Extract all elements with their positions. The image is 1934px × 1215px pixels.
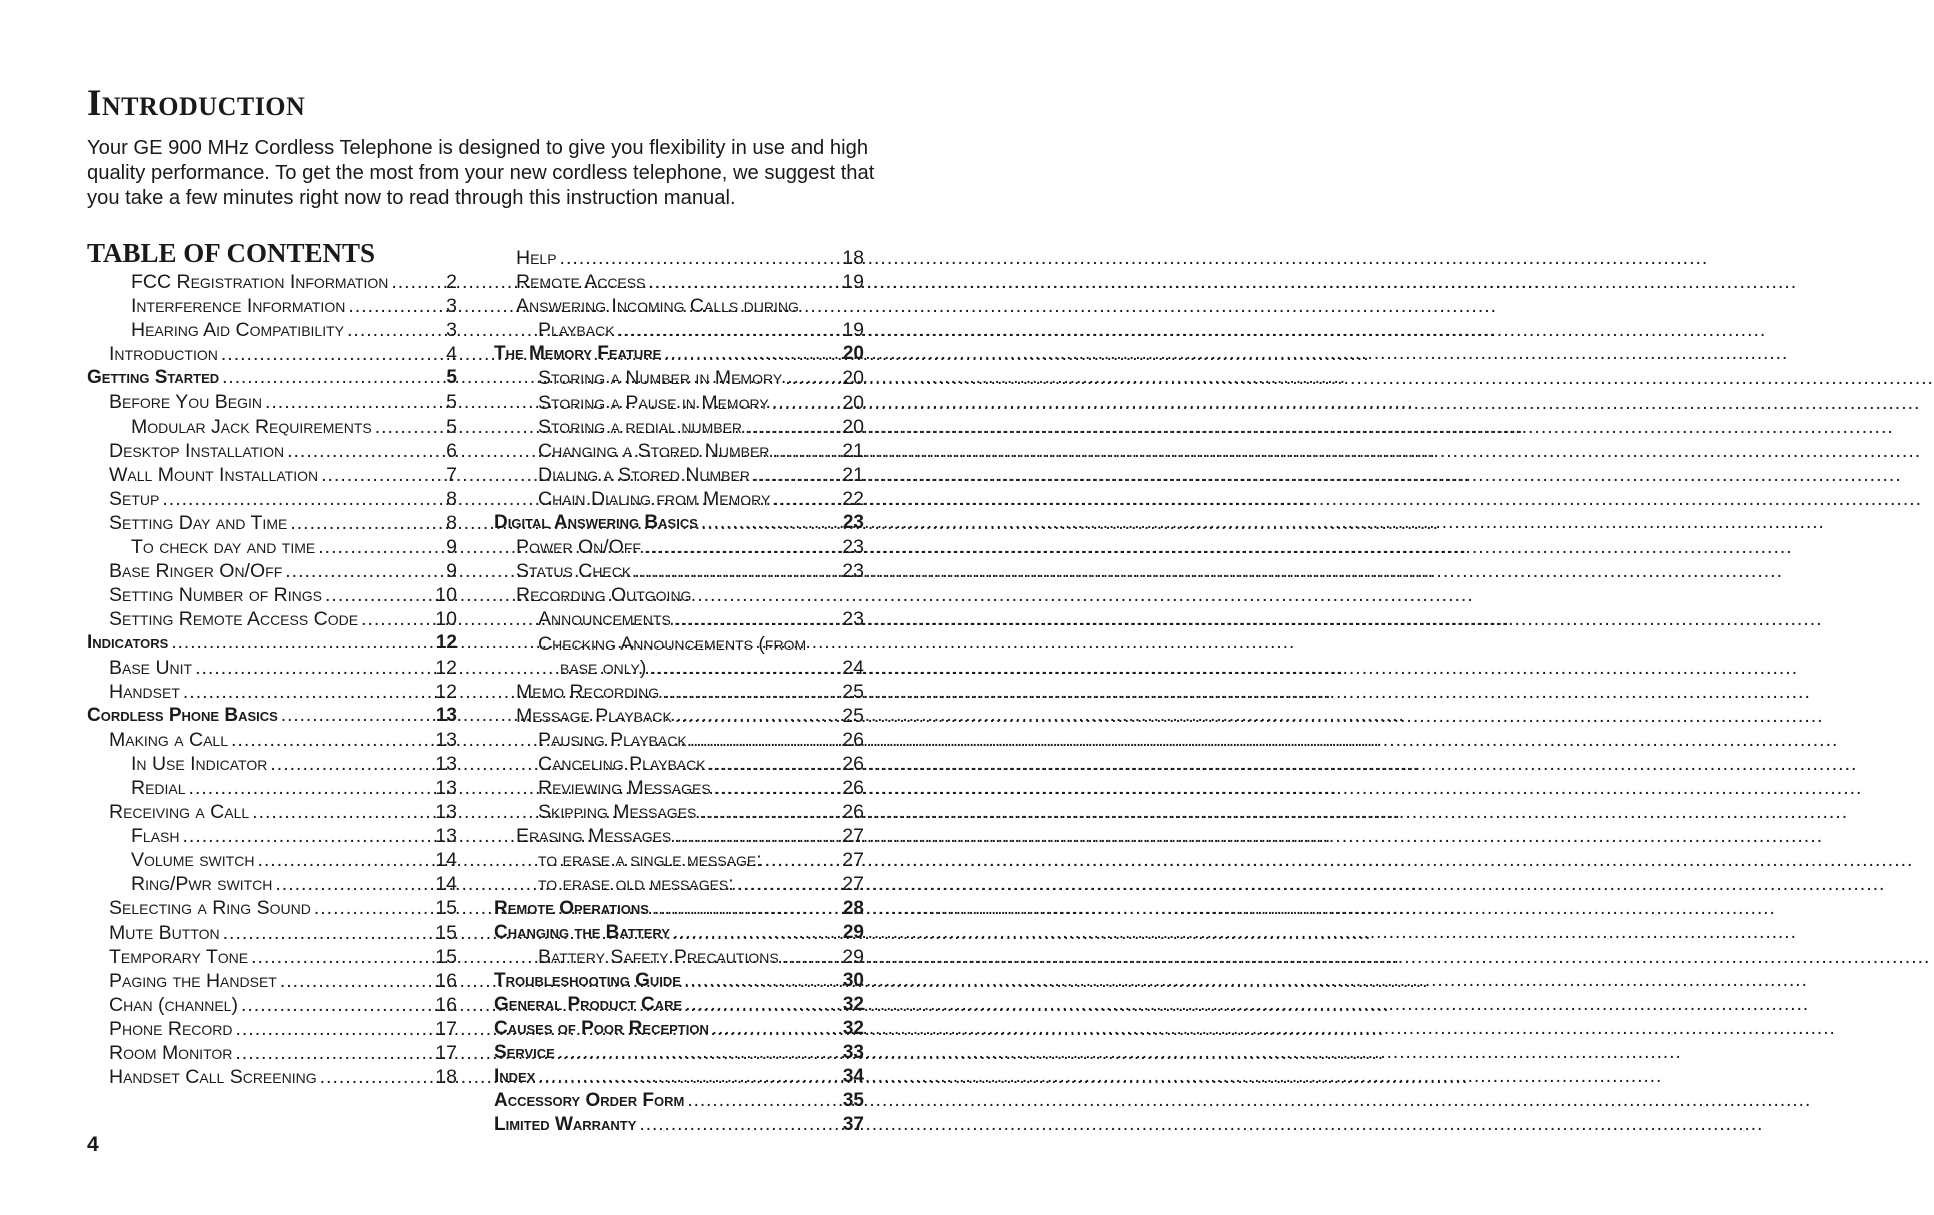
toc-entry-page: 13 [435, 704, 457, 726]
toc-entry-page: 24 [842, 656, 864, 679]
intro-paragraph: Your GE 900 MHz Cordless Telephone is designed to give you flexibility in use and high quality performance. To get the most from your new cordless telephone, we suggest that you take a few minutes right now to read through this instruction manual. [87, 137, 875, 209]
toc-entry [87, 415, 457, 439]
toc-entry-page: 17 [435, 1017, 457, 1040]
toc-entry-page: 5 [446, 415, 457, 438]
toc-leader-dots [639, 1113, 839, 1137]
toc-entry [494, 318, 864, 342]
toc-leader-dots [287, 439, 440, 463]
toc-entry [494, 848, 864, 872]
toc-leader-dots [325, 583, 432, 607]
toc-entry [494, 511, 864, 535]
toc-entry-page: 12 [435, 656, 457, 679]
toc-entry-title: Room Monitor [109, 1042, 233, 1064]
toc-entry [87, 993, 457, 1017]
toc-entry-title: Getting Started [87, 367, 220, 389]
toc-entry [87, 872, 457, 896]
toc-entry-page: 14 [435, 849, 457, 872]
toc-leader-dots [285, 559, 440, 583]
toc-entry-title: Limited Warranty [494, 1114, 637, 1136]
toc-entry-page: 22 [842, 487, 864, 510]
toc-entry-title: Mute Button [109, 921, 220, 944]
toc-entry-title: Before You Begin [109, 391, 262, 414]
toc-entry [494, 270, 864, 294]
toc-entry-title: Message Playback [516, 704, 672, 727]
toc-entry-title: Desktop Installation [109, 439, 285, 462]
toc-entry-page: 20 [842, 415, 864, 438]
toc-entry-page: 23 [842, 560, 864, 583]
toc-entry-title: Indicators [87, 632, 169, 654]
toc-left-column [87, 270, 457, 1089]
toc-entry-page: 20 [842, 367, 864, 390]
toc-entry [494, 897, 864, 921]
toc-entry [87, 631, 457, 655]
toc-entry [87, 366, 457, 390]
toc-entry [87, 439, 457, 463]
toc-entry [494, 294, 864, 318]
toc-leader-dots [162, 487, 440, 511]
toc-entry-title: Canceling Playback [538, 752, 706, 775]
toc-entry-title: Ring/Pwr switch [131, 873, 273, 896]
toc-entry-page: 28 [842, 897, 864, 919]
toc-entry [87, 559, 457, 583]
toc-entry-title: to erase a single message: [538, 849, 762, 872]
toc-leader-dots [391, 270, 440, 294]
toc-entry-title: To check day and time [131, 536, 316, 559]
toc-leader-dots [772, 439, 839, 463]
toc-entry-title: Paging the Handset [109, 969, 277, 992]
toc-entry [87, 535, 457, 559]
toc-entry [87, 752, 457, 776]
toc-entry [87, 1065, 457, 1089]
toc-entry-title: Phone Record [109, 1017, 233, 1040]
toc-entry-page: 34 [842, 1066, 864, 1088]
toc-entry-page: 27 [842, 873, 864, 896]
toc-entry-page: 15 [435, 921, 457, 944]
toc-entry-page: 3 [446, 319, 457, 342]
toc-entry-page: 26 [842, 752, 864, 775]
toc-entry-title: Setting Remote Access Code [109, 608, 359, 631]
toc-entry-title: Wall Mount Installation [109, 463, 319, 486]
toc-leader-dots [765, 848, 840, 872]
toc-entry-title: Storing a redial number [538, 415, 743, 438]
toc-leader-dots [538, 1065, 839, 1089]
toc-entry-title: Remote Access [516, 271, 646, 294]
toc-leader-dots [687, 1089, 840, 1113]
toc-entry-title: Troubleshooting Guide [494, 969, 681, 991]
toc-entry-page: 7 [446, 463, 457, 486]
toc-entry [87, 1017, 457, 1041]
toc-leader-dots [222, 366, 440, 390]
toc-entry-page: 10 [435, 584, 457, 607]
toc-entry [494, 824, 864, 848]
toc-entry [87, 342, 457, 366]
toc-leader-dots [361, 607, 432, 631]
toc-leader-dots [674, 824, 839, 848]
page-title: Introduction [87, 83, 306, 124]
toc-entry-title: Accessory Order Form [494, 1090, 685, 1112]
toc-leader-dots [171, 631, 433, 655]
toc-leader-dots [634, 559, 839, 583]
toc-entry-title: Pausing Playback [538, 728, 687, 751]
toc-leader-dots [235, 1041, 432, 1065]
toc-entry [494, 439, 864, 463]
toc-leader-dots [314, 896, 432, 920]
toc-entry-title: Skipping Messages [538, 801, 697, 824]
toc-entry-title: Flash [131, 825, 180, 848]
toc-entry-page: 19 [842, 319, 864, 342]
toc-entry [87, 945, 457, 969]
toc-leader-dots [701, 511, 840, 535]
toc-entry [494, 632, 864, 656]
toc-entry [494, 945, 864, 969]
toc-entry-page: 13 [435, 752, 457, 775]
toc-entry [494, 1017, 864, 1041]
toc-entry [494, 704, 864, 728]
toc-entry-page: 18 [435, 1066, 457, 1089]
toc-leader-dots [785, 366, 839, 390]
toc-entry [87, 511, 457, 535]
toc-entry-page: 5 [446, 391, 457, 414]
toc-leader-dots [280, 969, 432, 993]
toc-leader-dots [560, 246, 840, 270]
toc-leader-dots [684, 969, 840, 993]
toc-entry [87, 318, 457, 342]
toc-entry-title: Base Ringer On/Off [109, 560, 283, 583]
toc-entry-title: Chan (channel) [109, 993, 238, 1016]
toc-entry [494, 921, 864, 945]
toc-entry-page: 21 [842, 463, 864, 486]
toc-leader-dots [709, 752, 840, 776]
toc-entry [494, 872, 864, 896]
toc-entry-page: 13 [435, 728, 457, 751]
toc-entry-title: Answering Incoming Calls during [516, 295, 799, 318]
toc-entry [494, 800, 864, 824]
toc-entry [494, 415, 864, 439]
toc-entry [87, 728, 457, 752]
toc-entry-page: 10 [435, 608, 457, 631]
toc-entry-page: 16 [435, 969, 457, 992]
toc-entry [494, 1089, 864, 1113]
toc-entry-title: Service [494, 1042, 555, 1064]
toc-leader-dots [231, 728, 432, 752]
toc-entry-title: Receiving a Call [109, 801, 250, 824]
toc-entry-page: 26 [842, 728, 864, 751]
toc-entry-page: 3 [446, 295, 457, 318]
toc-entry-page: 15 [435, 897, 457, 920]
toc-leader-dots [183, 680, 432, 704]
toc-entry-page: 32 [842, 1018, 864, 1039]
toc-entry-page: 16 [435, 993, 457, 1016]
toc-leader-dots [675, 704, 840, 728]
toc-entry [494, 728, 864, 752]
toc-entry [494, 1113, 864, 1137]
toc-entry-page: 25 [842, 704, 864, 727]
toc-entry-title: Checking Announcements (from [538, 632, 807, 655]
toc-entry [87, 921, 457, 945]
toc-entry [494, 366, 864, 390]
toc-entry [494, 969, 864, 993]
toc-entry-title: FCC Registration Information [131, 271, 389, 293]
toc-entry-page: 12 [435, 680, 457, 703]
toc-entry-title: Interference Information [131, 295, 346, 318]
toc-entry [494, 246, 864, 270]
toc-entry-page: 30 [842, 969, 864, 991]
toc-entry-title: Changing the Battery [494, 921, 670, 943]
toc-leader-dots [252, 800, 432, 824]
toc-entry [87, 583, 457, 607]
toc-entry [87, 800, 457, 824]
toc-entry-title: Setup [109, 487, 160, 510]
toc-leader-dots [290, 511, 440, 535]
toc-leader-dots [648, 270, 839, 294]
toc-leader-dots [189, 776, 433, 800]
toc-entry-title: Temporary Tone [109, 945, 249, 968]
toc-entry [87, 704, 457, 728]
toc-entry-title: Setting Number of Rings [109, 584, 322, 607]
toc-leader-dots [270, 752, 432, 776]
toc-entry-title: Erasing Messages [516, 825, 672, 848]
toc-entry-page: 33 [842, 1042, 864, 1064]
toc-leader-dots [662, 680, 839, 704]
toc-entry-title: Storing a Number in Memory [538, 367, 783, 390]
toc-entry-page: 5 [446, 367, 457, 389]
toc-entry [494, 1041, 864, 1065]
toc-entry-page: 23 [842, 512, 864, 534]
toc-leader-dots [673, 921, 840, 945]
toc-leader-dots [195, 656, 432, 680]
toc-entry-page: 17 [435, 1042, 457, 1064]
toc-entry-title: Handset Call Screening [109, 1066, 317, 1089]
toc-entry-page: 37 [842, 1114, 864, 1136]
toc-leader-dots [690, 728, 840, 752]
toc-heading: TABLE OF CONTENTS [87, 238, 376, 268]
toc-entry [494, 607, 864, 631]
toc-leader-dots [182, 824, 432, 848]
toc-entry-page: 23 [842, 536, 864, 559]
toc-entry-title: Index [494, 1066, 536, 1088]
toc-entry [494, 776, 864, 800]
toc-entry-title: base only) [560, 656, 647, 679]
page-number: 4 [87, 1133, 99, 1156]
toc-leader-dots [347, 318, 440, 342]
toc-entry-page: 19 [842, 271, 864, 294]
toc-entry-title: to erase old messages: [538, 873, 734, 896]
toc-entry [87, 969, 457, 993]
toc-entry [494, 463, 864, 487]
toc-leader-dots [223, 921, 433, 945]
toc-leader-dots [618, 318, 840, 342]
toc-entry [494, 535, 864, 559]
toc-leader-dots [712, 1017, 840, 1041]
toc-leader-dots [281, 704, 433, 728]
toc-entry [494, 583, 864, 607]
toc-entry-page: 13 [435, 776, 457, 799]
toc-entry [494, 680, 864, 704]
toc-entry-title: Base Unit [109, 656, 193, 679]
toc-entry [87, 390, 457, 414]
toc-leader-dots [772, 391, 840, 415]
toc-entry [87, 656, 457, 680]
toc-entry-page: 20 [842, 391, 864, 414]
toc-entry-page: 35 [842, 1090, 864, 1112]
toc-entry-page: 32 [842, 993, 864, 1015]
toc-leader-dots [664, 342, 840, 366]
toc-entry-title: Playback [538, 319, 615, 342]
toc-entry-page: 13 [435, 825, 457, 848]
toc-entry-title: Making a Call [109, 728, 228, 751]
toc-leader-dots [652, 897, 840, 921]
toc-entry [87, 607, 457, 631]
toc-entry [87, 294, 457, 318]
toc-entry-page: 27 [842, 825, 864, 848]
toc-leader-dots [753, 463, 839, 487]
toc-entry [87, 463, 457, 487]
toc-entry-page: 26 [842, 801, 864, 824]
toc-leader-dots [251, 945, 432, 969]
toc-entry [87, 824, 457, 848]
toc-entry-title: Memo Recording [516, 680, 660, 703]
toc-entry-title: Changing a Stored Number [538, 439, 770, 462]
toc-entry-title: Power On/Off [516, 536, 641, 559]
toc-entry [494, 656, 864, 680]
toc-entry [87, 776, 457, 800]
toc-leader-dots [320, 1065, 433, 1089]
toc-leader-dots [773, 487, 839, 511]
toc-entry-title: Introduction [109, 343, 218, 366]
toc-entry-page: 29 [842, 945, 864, 968]
toc-entry-title: Redial [131, 776, 186, 799]
toc-entry-title: Storing a Pause in Memory [538, 391, 769, 414]
toc-leader-dots [221, 342, 440, 366]
toc-entry-page: 26 [842, 777, 864, 800]
toc-entry [87, 848, 457, 872]
toc-entry-title: Volume switch [131, 849, 255, 872]
toc-entry-page: 29 [842, 921, 864, 943]
toc-leader-dots [275, 872, 432, 896]
toc-entry-title: Dialing a Stored Number [538, 463, 750, 486]
toc-leader-dots [782, 945, 840, 969]
toc-entry [494, 559, 864, 583]
toc-entry-page: 13 [435, 801, 457, 824]
toc-entry [494, 487, 864, 511]
toc-entry-title: General Product Care [494, 993, 683, 1015]
toc-leader-dots [236, 1017, 433, 1041]
toc-entry-page: 21 [842, 439, 864, 462]
toc-entry [87, 896, 457, 920]
toc-leader-dots [348, 294, 440, 318]
toc-leader-dots [265, 390, 440, 414]
toc-entry [87, 680, 457, 704]
toc-entry [494, 993, 864, 1017]
toc-leader-dots [714, 776, 840, 800]
toc-entry-page: 20 [842, 343, 864, 365]
toc-entry-title: Help [516, 247, 557, 269]
toc-right-column [494, 246, 864, 1137]
toc-entry-page: 14 [435, 873, 457, 896]
toc-leader-dots [699, 800, 839, 824]
toc-entry-page: 6 [446, 439, 457, 462]
toc-entry-title: Status Check [516, 560, 632, 583]
toc-entry-title: Remote Operations [494, 897, 649, 919]
toc-entry-title: Digital Answering Basics [494, 512, 698, 534]
toc-entry-page: 23 [842, 608, 864, 631]
toc-leader-dots [558, 1041, 840, 1065]
toc-entry-title: Reviewing Messages [538, 777, 711, 800]
toc-entry-page: 9 [446, 560, 457, 583]
toc-entry-title: Chain Dialing from Memory [538, 487, 771, 510]
toc-entry-title: Hearing Aid Compatibility [131, 319, 344, 342]
toc-entry-title: In Use Indicator [131, 752, 268, 775]
toc-entry-page: 2 [446, 271, 457, 293]
toc-entry [87, 1041, 457, 1065]
toc-entry [494, 1065, 864, 1089]
toc-entry-page: 4 [446, 343, 457, 366]
toc-leader-dots [674, 607, 840, 631]
toc-entry-page: 12 [435, 632, 457, 654]
toc-entry-page: 9 [446, 536, 457, 559]
toc-entry-title: Handset [109, 680, 180, 703]
toc-leader-dots [257, 848, 432, 872]
toc-entry [494, 391, 864, 415]
toc-entry-page: 8 [446, 487, 457, 510]
toc-leader-dots [375, 415, 440, 439]
toc-entry [494, 752, 864, 776]
toc-leader-dots [649, 656, 839, 680]
toc-entry-page: 15 [435, 945, 457, 968]
toc-entry-page: 27 [842, 849, 864, 872]
toc-entry-title: Causes of Poor Reception [494, 1018, 709, 1039]
toc-leader-dots [321, 463, 440, 487]
toc-entry-title: Cordless Phone Basics [87, 704, 278, 726]
toc-entry-title: Announcements [538, 608, 671, 631]
toc-entry-title: Battery Safety Precautions [538, 945, 779, 968]
toc-entry-title: Setting Day and Time [109, 511, 288, 534]
toc-entry-title: Recording Outgoing [516, 584, 692, 607]
toc-entry [87, 270, 457, 294]
toc-leader-dots [737, 872, 840, 896]
toc-entry-title: The Memory Feature [494, 343, 662, 365]
toc-entry [87, 487, 457, 511]
toc-leader-dots [644, 535, 839, 559]
toc-entry-page: 25 [842, 680, 864, 703]
toc-entry-page: 8 [446, 511, 457, 534]
toc-entry [494, 342, 864, 366]
toc-entry-title: Modular Jack Requirements [131, 415, 372, 438]
toc-leader-dots [685, 993, 840, 1017]
toc-entry-title: Selecting a Ring Sound [109, 897, 311, 920]
toc-leader-dots [745, 415, 839, 439]
toc-leader-dots [241, 993, 432, 1017]
toc-leader-dots [318, 535, 440, 559]
toc-entry-page: 18 [842, 247, 864, 269]
